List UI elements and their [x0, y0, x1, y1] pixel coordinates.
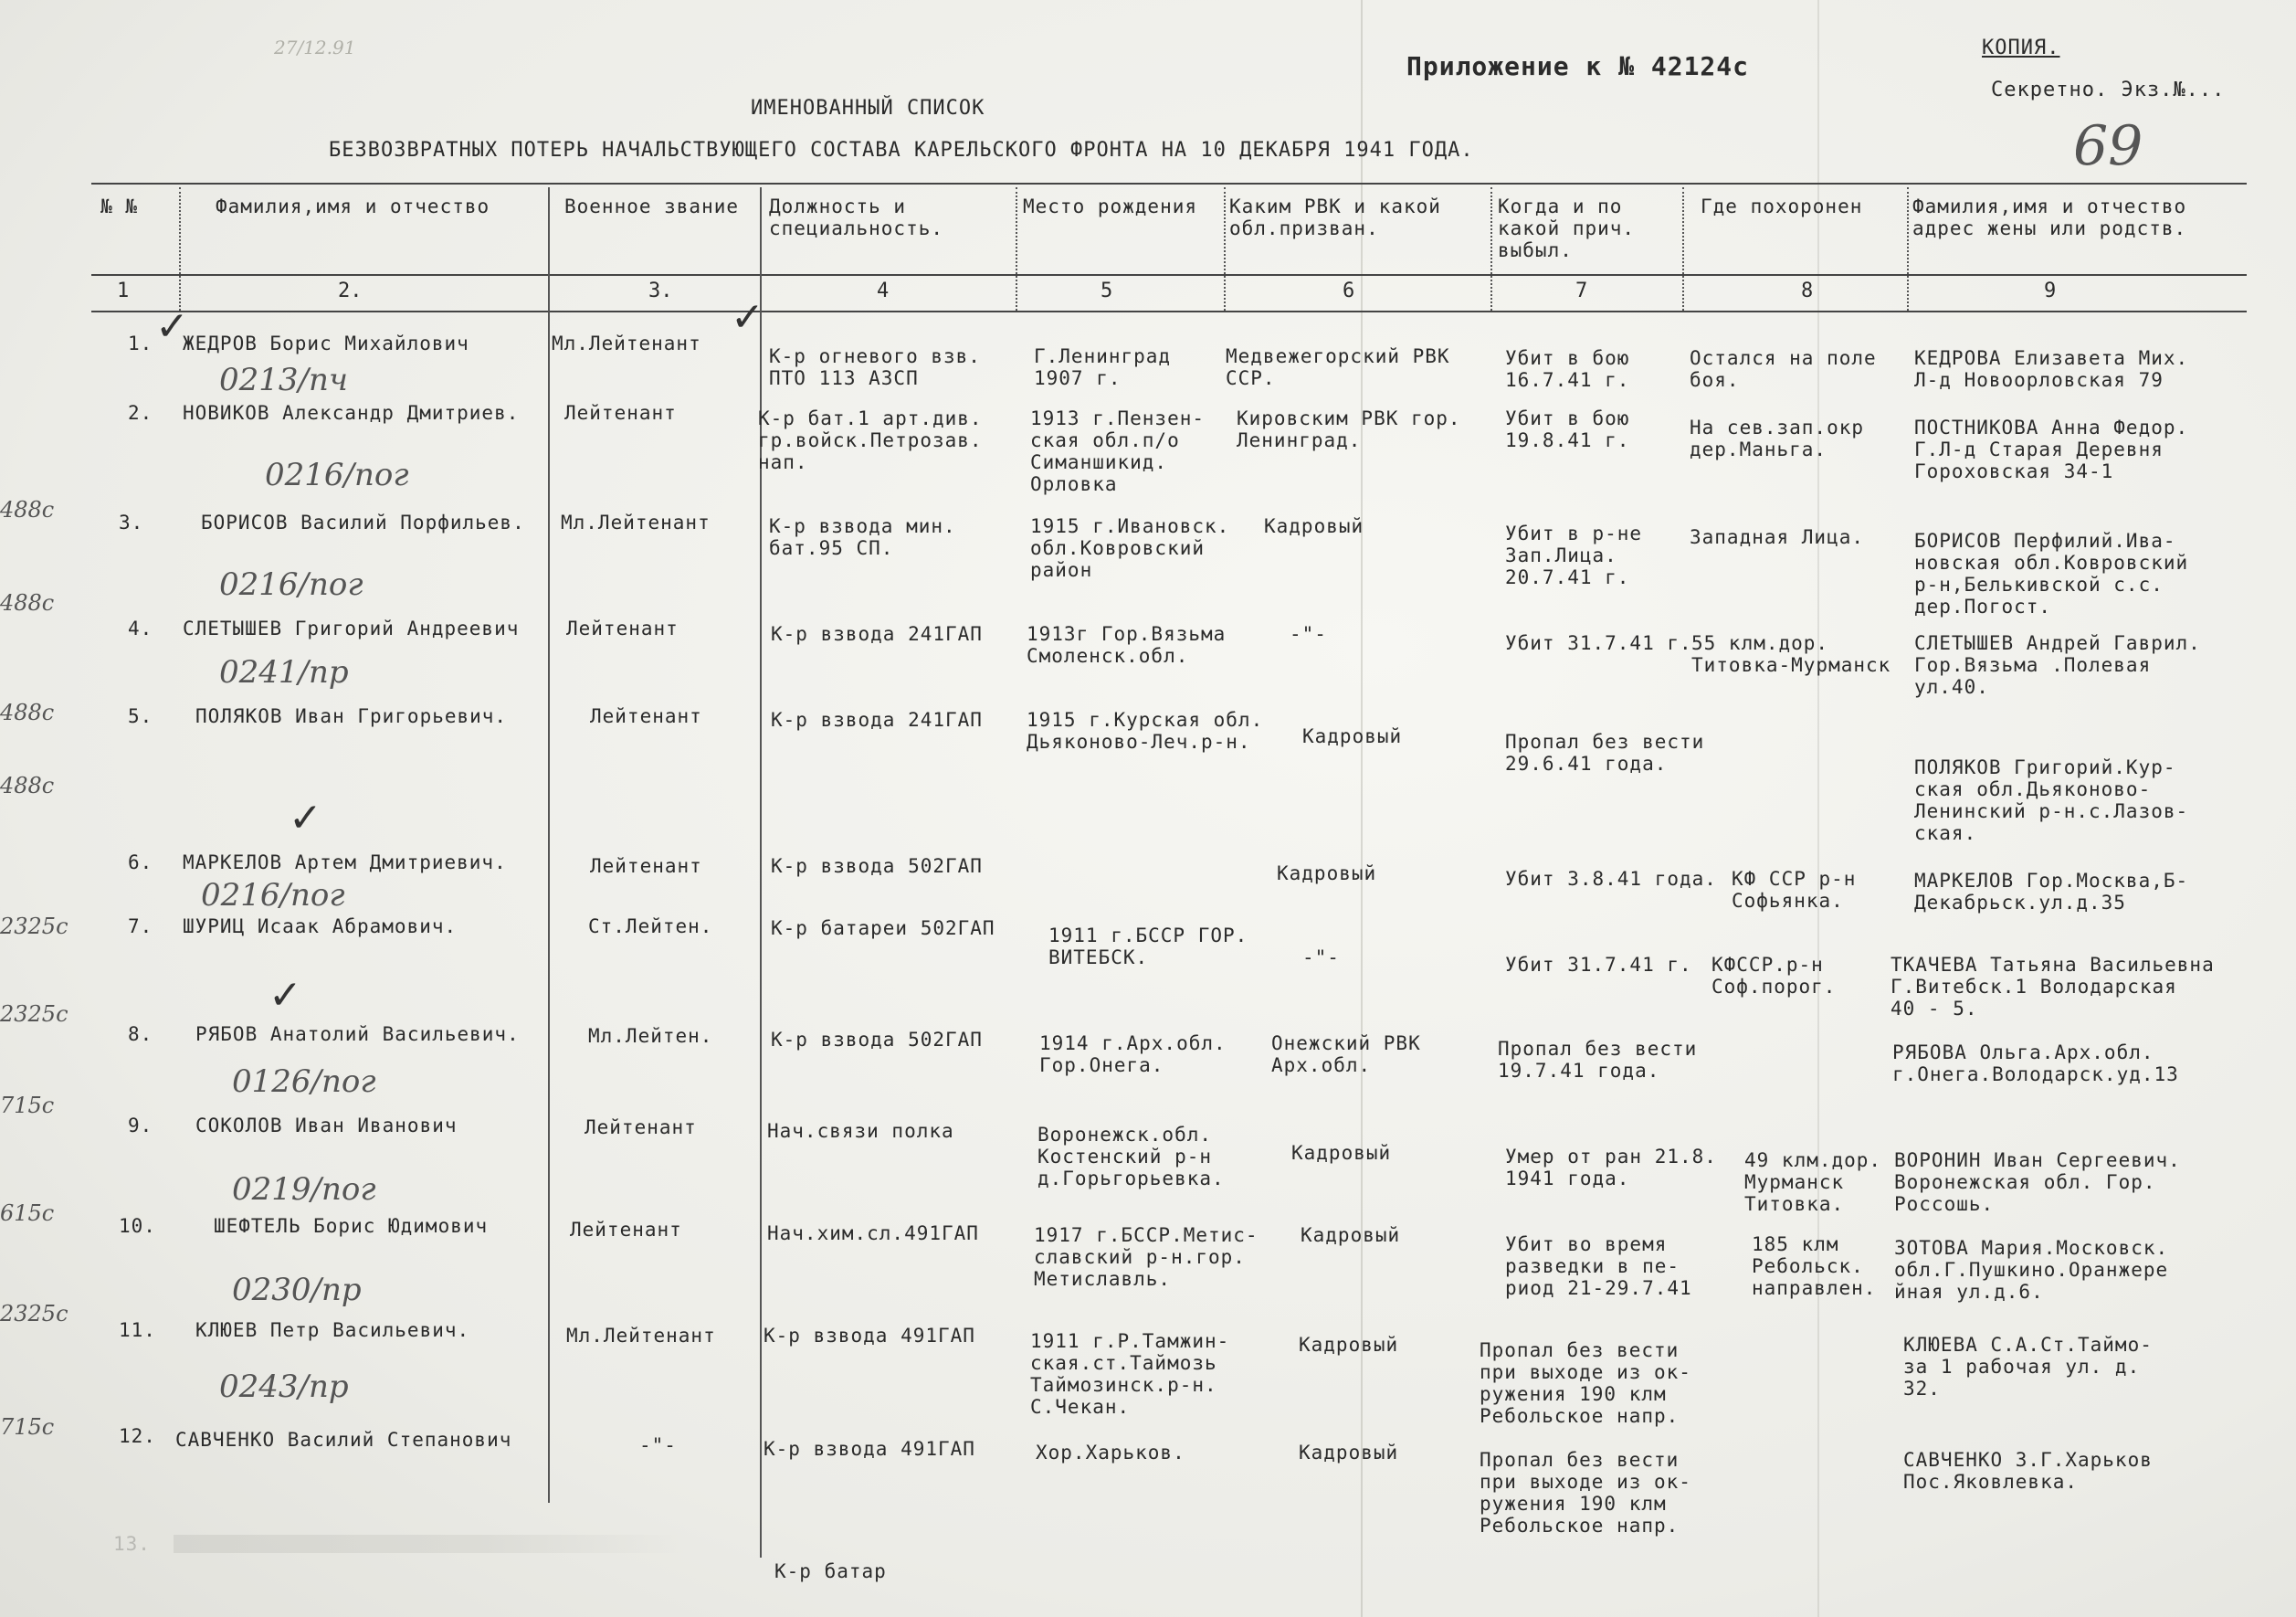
column-number: 2.	[338, 280, 363, 302]
row-relatives: МАРКЕЛОВ Гор.Москва,Б- Декабрьск.ул.д.35	[1914, 870, 2189, 914]
row-name: НОВИКОВ Александр Дмитриев.	[183, 402, 520, 424]
column-number: 1	[117, 280, 130, 302]
row-birthplace: 1911 г.Р.Тамжин- ская.ст.Таймозь Таймозинск.р-н. С.Чекан.	[1030, 1330, 1230, 1418]
column-separator	[760, 187, 762, 1558]
handwritten-note: 0216/пог	[265, 457, 409, 493]
row-number: 2.	[128, 402, 153, 424]
handwritten-note: 0216/пог	[201, 877, 345, 914]
row-number: 7.	[128, 915, 153, 937]
column-header-name: Фамилия,имя и отчество	[216, 196, 490, 217]
column-separator	[1016, 187, 1017, 311]
row-position: К-р батареи 502ГАП	[771, 917, 995, 939]
row-when-cause: Убит в р-не Зап.Лица. 20.7.41 г.	[1505, 523, 1643, 588]
row-birthplace: 1913 г.Пензен- ская обл.п/о Симаншикид. Орловка	[1030, 407, 1206, 495]
column-separator	[179, 187, 181, 311]
row-relatives: РЯБОВА Ольга.Арх.обл. г.Онега.Володарск.уд.13	[1892, 1041, 2179, 1085]
row-number: 12.	[119, 1425, 156, 1447]
row-burial: КФССР.р-н Соф.порог.	[1711, 954, 1837, 998]
handwritten-note: 0219/пог	[232, 1171, 376, 1208]
row-draft-office: Кадровый	[1264, 515, 1364, 537]
check-mark-icon: ✓	[269, 972, 302, 1019]
table-header-rule	[91, 274, 2247, 276]
row-birthplace: 1915 г.Курская обл. Дьяконово-Леч.р-н.	[1027, 709, 1264, 753]
row-number: 1.	[128, 333, 153, 354]
handwritten-note: 0126/пог	[232, 1063, 376, 1100]
row-birthplace: 1914 г.Арх.обл. Гор.Онега.	[1039, 1032, 1227, 1076]
row-relatives: ПОСТНИКОВА Анна Федор. Г.Л-д Старая Деревня Гороховская 34-1	[1914, 417, 2189, 482]
row-position: К-р взвода 491ГАП	[764, 1438, 975, 1460]
row-draft-office: Онежский РВК Арх.обл.	[1271, 1032, 1421, 1076]
row-position: Нач.хим.сл.491ГАП	[767, 1222, 979, 1244]
column-separator	[1490, 187, 1492, 311]
paper-fold	[1361, 0, 1363, 1617]
row-position: К-р взвода 491ГАП	[764, 1325, 975, 1347]
row-rank: Лейтенант	[585, 1116, 697, 1138]
row-position: К-р взвода 502ГАП	[771, 1029, 983, 1051]
row-burial: 55 клм.дор. Титовка-Мурманск	[1691, 632, 1891, 676]
row-name: РЯБОВ Анатолий Васильевич.	[195, 1023, 520, 1045]
row-relatives: ВОРОНИН Иван Сергеевич. Воронежская обл. Гор. Россошь.	[1894, 1149, 2181, 1215]
column-separator	[1682, 187, 1684, 311]
check-mark-icon: ✓	[155, 303, 189, 350]
row-relatives: ПОЛЯКОВ Григорий.Кур- ская обл.Дьяконово- Ленинский р-н.с.Лазов- ская.	[1914, 756, 2189, 844]
column-header-draft-office: Каким РВК и какой обл.призван.	[1229, 196, 1441, 239]
row-burial: 49 клм.дор. Мурманск Титовка.	[1744, 1149, 1882, 1215]
column-number: 6	[1343, 280, 1355, 302]
row-position: К-р батар	[774, 1560, 887, 1582]
row-position: К-р огневого взв. ПТО 113 АЗСП	[769, 345, 981, 389]
row-when-cause: Пропал без вести при выходе из ок- ружения 190 клм Ребольское напр.	[1480, 1339, 1691, 1427]
row-relatives: СЛЕТЫШЕВ Андрей Гаврил. Гор.Вязьма .Полевая ул.40.	[1914, 632, 2201, 698]
row-name: МАРКЕЛОВ Артем Дмитриевич.	[183, 851, 507, 873]
row-when-cause: Убит во время разведки в пе- риод 21-29.7.41	[1505, 1233, 1692, 1299]
margin-note: 488с	[0, 497, 55, 523]
row-birthplace: Г.Ленинград 1907 г.	[1034, 345, 1172, 389]
row-number: 11.	[119, 1319, 156, 1341]
margin-note: 715с	[0, 1093, 55, 1118]
row-rank: Мл.Лейтенант	[561, 512, 711, 534]
appendix-label: Приложение к № 42124с	[1406, 51, 1750, 81]
faded-row-name	[174, 1535, 685, 1553]
handwritten-note: 0243/пр	[219, 1369, 349, 1405]
row-rank: Лейтенант	[570, 1219, 682, 1241]
row-when-cause: Убит 31.7.41 г.	[1505, 954, 1692, 976]
column-header-burial: Где похоронен	[1701, 196, 1863, 217]
row-number: 3.	[119, 512, 144, 534]
copy-label: КОПИЯ.	[1982, 37, 2060, 59]
row-draft-office: Кировским РВК гор. Ленинград.	[1237, 407, 1461, 451]
row-position: К-р взвода 502ГАП	[771, 855, 983, 877]
column-header-birthplace: Место рождения	[1023, 196, 1198, 217]
row-burial: На сев.зап.окр дер.Маньга.	[1690, 417, 1865, 460]
row-number: 5.	[128, 705, 153, 727]
row-name: ШЕФТЕЛЬ Борис Юдимович	[214, 1215, 489, 1237]
row-relatives: ЗОТОВА Мария.Московск. обл.Г.Пушкино.Оранжере йная ул.д.6.	[1894, 1237, 2169, 1303]
row-rank: Лейтенант	[564, 402, 677, 424]
handwritten-page-number: 69	[2073, 114, 2143, 178]
secret-label: Секретно. Экз.№...	[1991, 79, 2226, 101]
document-title: ИМЕНОВАННЫЙ СПИСОК	[751, 97, 985, 120]
row-name: СОКОЛОВ Иван Иванович	[195, 1115, 458, 1136]
column-separator	[548, 187, 550, 1503]
margin-note: 615с	[0, 1200, 55, 1226]
column-number: 8	[1801, 280, 1814, 302]
row-birthplace: 1911 г.БССР ГОР. ВИТЕБСК.	[1048, 925, 1248, 968]
margin-note: 2325с	[0, 1301, 68, 1326]
paper-fold	[1817, 0, 1819, 1617]
row-rank: Мл.Лейтен.	[588, 1025, 713, 1047]
row-number: 9.	[128, 1115, 153, 1136]
row-draft-office: Кадровый	[1301, 1224, 1401, 1246]
column-header-position: Должность и специальность.	[769, 196, 944, 239]
row-rank: Лейтенант	[590, 705, 702, 727]
row-draft-office: Медвежегорский РВК ССР.	[1226, 345, 1450, 389]
column-header-number: № №	[100, 196, 138, 217]
margin-note: 2325с	[0, 914, 68, 939]
row-number: 13.	[113, 1533, 151, 1555]
row-name: БОРИСОВ Василий Порфильев.	[201, 512, 525, 534]
row-birthplace: 1915 г.Ивановск. обл.Ковровский район	[1030, 515, 1230, 581]
column-separator	[1224, 187, 1226, 311]
row-name: КЛЮЕВ Петр Васильевич.	[195, 1319, 470, 1341]
row-when-cause: Убит в бою 16.7.41 г.	[1505, 347, 1630, 391]
row-draft-office: Кадровый	[1302, 725, 1403, 747]
row-relatives: БОРИСОВ Перфилий.Ива- новская обл.Ковровский р-н,Белькивской с.с. дер.Погост.	[1914, 530, 2189, 618]
row-when-cause: Пропал без вести 19.7.41 года.	[1498, 1038, 1698, 1082]
row-burial: Остался на поле боя.	[1690, 347, 1877, 391]
row-draft-office: -"-	[1290, 623, 1327, 645]
row-position: Нач.связи полка	[767, 1120, 954, 1142]
column-separator	[1907, 187, 1909, 311]
row-name: ШУРИЦ Исаак Абрамович.	[183, 915, 458, 937]
row-position: К-р бат.1 арт.див. гр.войск.Петрозав. нап.	[758, 407, 983, 473]
handwritten-note: 0241/пр	[219, 654, 349, 691]
row-number: 8.	[128, 1023, 153, 1045]
row-draft-office: Кадровый	[1291, 1142, 1392, 1164]
row-rank: Лейтенант	[590, 855, 702, 877]
margin-note: 715с	[0, 1414, 55, 1440]
row-name: САВЧЕНКО Василий Степанович	[175, 1429, 512, 1451]
column-number: 9	[2044, 280, 2057, 302]
document-subtitle: БЕЗВОЗВРАТНЫХ ПОТЕРЬ НАЧАЛЬСТВУЮЩЕГО СОСТАВА КАРЕЛЬСКОГО ФРОНТА НА 10 ДЕКАБРЯ 1941 ГОДА.	[329, 139, 1474, 162]
margin-note: 488с	[0, 773, 55, 798]
row-relatives: КЕДРОВА Елизавета Мих. Л-д Новоорловская 79	[1914, 347, 2189, 391]
row-name: ПОЛЯКОВ Иван Григорьевич.	[195, 705, 508, 727]
row-rank: -"-	[639, 1434, 677, 1456]
row-burial: Западная Лица.	[1690, 526, 1865, 548]
handwritten-note: 0213/пч	[219, 362, 349, 398]
row-position: К-р взвода мин. бат.95 СП.	[769, 515, 956, 559]
margin-note: 2325с	[0, 1001, 68, 1027]
row-when-cause: Умер от ран 21.8. 1941 года.	[1505, 1146, 1717, 1189]
table-number-rule	[91, 311, 2247, 312]
margin-note: 488с	[0, 700, 55, 725]
table-top-rule	[91, 183, 2247, 185]
row-birthplace: Воронежск.обл. Костенский р-н д.Горьгорьевка.	[1037, 1124, 1225, 1189]
corner-note: 27/12.91	[274, 37, 356, 58]
check-mark-icon: ✓	[731, 294, 764, 341]
row-when-cause: Убит 3.8.41 года.	[1505, 868, 1717, 890]
handwritten-note: 0230/пр	[232, 1272, 362, 1308]
row-draft-office: Кадровый	[1299, 1442, 1399, 1464]
row-birthplace: Хор.Харьков.	[1036, 1442, 1185, 1464]
row-when-cause: Пропал без вести 29.6.41 года.	[1505, 731, 1705, 775]
check-mark-icon: ✓	[289, 795, 322, 841]
row-birthplace: 1913г Гор.Вязьма Смоленск.обл.	[1027, 623, 1227, 667]
row-name: СЛЕТЫШЕВ Григорий Андреевич	[183, 618, 520, 639]
row-rank: Ст.Лейтен.	[588, 915, 713, 937]
row-when-cause: Убит в бою 19.8.41 г.	[1505, 407, 1630, 451]
row-name: ЖЕДРОВ Борис Михайлович	[183, 333, 469, 354]
row-draft-office: -"-	[1302, 946, 1340, 968]
column-header-relatives: Фамилия,имя и отчество адрес жены или родств.	[1912, 196, 2187, 239]
row-burial: 185 клм Ребольск. направлен.	[1752, 1233, 1877, 1299]
row-position: К-р взвода 241ГАП	[771, 709, 983, 731]
row-relatives: ТКАЧЕВА Татьяна Васильевна Г.Витебск.1 Володарская 40 - 5.	[1891, 954, 2215, 1020]
row-relatives: САВЧЕНКО З.Г.Харьков Пос.Яковлевка.	[1903, 1449, 2153, 1493]
row-number: 10.	[119, 1215, 156, 1237]
column-number: 7	[1575, 280, 1588, 302]
column-number: 4	[877, 280, 890, 302]
row-burial: КФ ССР р-н Софьянка.	[1732, 868, 1857, 912]
row-rank: Мл.Лейтенант	[552, 333, 701, 354]
row-number: 4.	[128, 618, 153, 639]
row-when-cause: Убит 31.7.41 г.	[1505, 632, 1692, 654]
row-draft-office: Кадровый	[1299, 1334, 1399, 1356]
column-number: 3.	[648, 280, 673, 302]
handwritten-note: 0216/пог	[219, 566, 363, 603]
row-position: К-р взвода 241ГАП	[771, 623, 983, 645]
row-draft-office: Кадровый	[1277, 862, 1377, 884]
row-number: 6.	[128, 851, 153, 873]
row-birthplace: 1917 г.БССР.Метис- славский р-н.гор. Метиславль.	[1034, 1224, 1259, 1290]
row-rank: Лейтенант	[566, 618, 679, 639]
column-header-rank: Военное звание	[564, 196, 740, 217]
row-when-cause: Пропал без вести при выходе из ок- ружения 190 клм Ребольское напр.	[1480, 1449, 1691, 1537]
column-number: 5	[1101, 280, 1113, 302]
row-rank: Мл.Лейтенант	[566, 1325, 716, 1347]
margin-note: 488с	[0, 590, 55, 616]
row-relatives: КЛЮЕВА С.А.Ст.Таймо- за 1 рабочая ул. д. 32.	[1903, 1334, 2153, 1400]
column-header-when-cause: Когда и по какой прич. выбыл.	[1498, 196, 1636, 261]
